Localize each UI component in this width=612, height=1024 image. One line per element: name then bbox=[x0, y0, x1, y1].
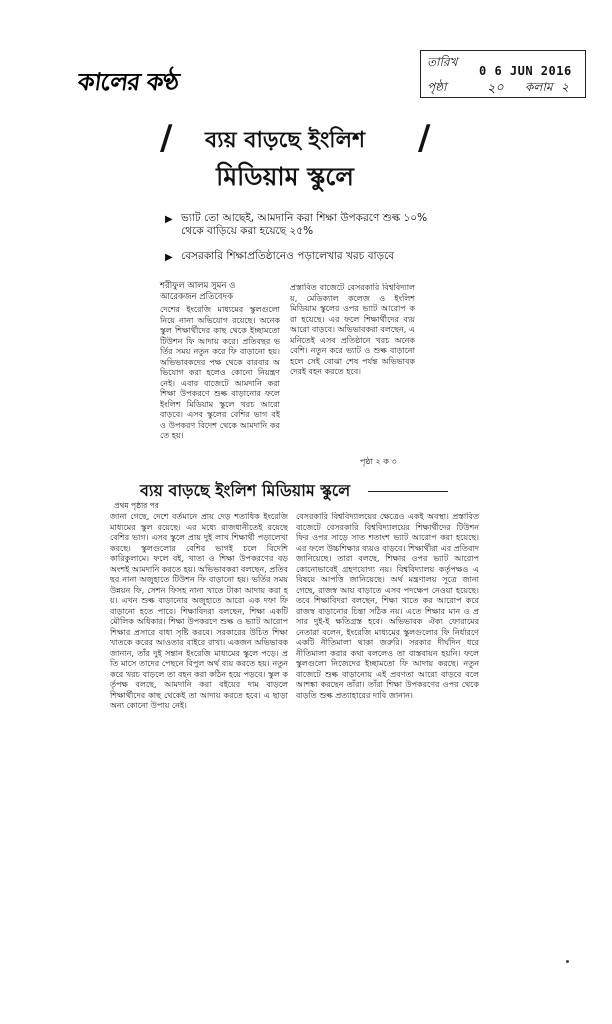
stamp-date-value: 0 6 JUN 2016 bbox=[479, 64, 572, 78]
article-column-1: দেশের ইংরেজি মাধ্যমের স্কুলগুলো নিয়ে নানা অভিযোগ রয়েছে। অনেক স্কুল শিক্ষার্থীদের কাছ থেকে ইচ্ছামতো টিউশন ফি আদায় করে। প্রতিবছর ভর্তির সময় নতুন করে ফি বাড়ানো হয়। অভিভাবকদের পক্ষ থেকে বারবার অভিযোগ করা হলেও কোনো নিয়ন্ত্রণ নেই। এবার বাজেটে আমদানি করা শিক্ষা উপকরণে শুল্ক বাড়ানোর ফলে ইংলিশ মিডিয়াম স্কুলে খরচ আরো বাড়বে। এসব স্কুলের বেশির ভাগ বই ও উপকরণ বিদেশ থেকে আমদানি করতে হয়। bbox=[160, 305, 280, 440]
article-column-2: প্রস্তাবিত বাজেটে বেসরকারি বিশ্ববিদ্যালয়, মেডিক্যাল কলেজ ও ইংলিশ মিডিয়াম স্কুলের ওপর ভ্যাট আরোপ করা হয়েছে। এর ফলে শিক্ষার্থীদের ব্যয় আরো বাড়বে। অভিভাবকরা বলছেন, এমনিতেই এসব প্রতিষ্ঠানে খরচ অনেক বেশি। নতুন করে ভ্যাট ও শুল্ক বাড়ানো হলে সেই বোঝা শেষ পর্যন্ত অভিভাবকদেরই বহন করতে হবে। bbox=[290, 283, 415, 376]
headline bbox=[150, 122, 420, 202]
article-column-3: জানা গেছে, দেশে বর্তমানে প্রায় দেড় শতাধিক ইংরেজি মাধ্যমের স্কুল রয়েছে। এর মধ্যে রাজধানীতেই রয়েছে বেশির ভাগ। এসব স্কুলে প্রায় দুই লাখ শিক্ষার্থী পড়ালেখা করছে। স্কুলগুলোর বেশির ভাগই চলে বিদেশি কারিকুলামে। ফলে বই, খাতা ও শিক্ষা উপকরণের বড় অংশই আমদানি করতে হয়। অভিভাবকরা বলছেন, প্রতিবছর নানা অজুহাতে টিউশন ফি বাড়ানো হয়। ভর্তির সময় উন্নয়ন ফি, সেশন ফিসহ নানা খাতে টাকা আদায় করা হয়। এখন শুল্ক বাড়ানোর অজুহাতে আরো এক দফা ফি বাড়ানো হতে পারে। শিক্ষাবিদরা বলছেন, শিক্ষা একটি মৌলিক অধিকার। শিক্ষা উপকরণে শুল্ক ও ভ্যাট আরোপ শিক্ষার প্রসারে বাধা সৃষ্টি করবে। সরকারের উচিত শিক্ষা খাতকে করের আওতার বাইরে রাখা। একজন অভিভাবক জানান, তাঁর দুই সন্তান ইংরেজি মাধ্যমের স্কুলে পড়ে। প্রতি মাসে তাদের পেছনে বিপুল অর্থ ব্যয় করতে হয়। নতুন করে খরচ বাড়লে তা বহন করা কঠিন হয়ে পড়বে। স্কুল কর্তৃপক্ষ বলছে, আমদানি করা বইয়ের দাম বাড়লে শিক্ষার্থীদের কাছ থেকেই তা আদায় করতে হবে। এ ছাড়া অন্য কোনো উপায় নেই। bbox=[110, 512, 288, 710]
newspaper-masthead: কালের কণ্ঠ bbox=[76, 67, 181, 96]
subhead-1-text: ভ্যাট তো আছেই, আমদানি করা শিক্ষা উপকরণে শুল্ক ১০% থেকে বাড়িয়ে করা হয়েছে ২৫% bbox=[181, 212, 428, 237]
scan-speck bbox=[566, 960, 569, 963]
subhead-2 bbox=[165, 250, 445, 263]
stamp-date-label: তারিখ bbox=[427, 55, 458, 69]
headline-rule bbox=[368, 491, 448, 492]
subhead-2-text: বেসরকারি শিক্ষাপ্রতিষ্ঠানেও পড়ালেখার খরচ বাড়বে bbox=[181, 250, 395, 262]
archive-stamp bbox=[420, 50, 586, 98]
continuation-headline: ব্যয় বাড়ছে ইংলিশ মিডিয়াম স্কুলে bbox=[140, 481, 351, 500]
triangle-bullet-icon: ▶ bbox=[165, 214, 173, 225]
subhead-1 bbox=[165, 212, 445, 238]
stamp-column-label: কলাম bbox=[525, 80, 553, 94]
stamp-column-value: ২ bbox=[561, 80, 569, 94]
stamp-page-label: পৃষ্ঠা bbox=[427, 80, 447, 94]
stamp-page-value: ২০ bbox=[486, 80, 505, 97]
headline-line-1: ব্যয় বাড়ছে ইংলিশ bbox=[204, 127, 366, 153]
headline-quote-close: / bbox=[418, 118, 431, 158]
article-column-4: বেসরকারি বিশ্ববিদ্যালয়ের ক্ষেত্রেও একই অবস্থা। প্রস্তাবিত বাজেটে বেসরকারি বিশ্ববিদ্যালয়ের শিক্ষার্থীদের টিউশন ফির ওপর সাড়ে সাত শতাংশ ভ্যাট আরোপ করা হয়েছে। এর ফলে উচ্চশিক্ষার ব্যয়ও বাড়বে। শিক্ষার্থীরা এর প্রতিবাদ জানিয়েছে। তারা বলছে, শিক্ষার ওপর ভ্যাট আরোপ কোনোভাবেই গ্রহণযোগ্য নয়। বিশ্ববিদ্যালয় কর্তৃপক্ষও এ বিষয়ে আপত্তি জানিয়েছে। অর্থ মন্ত্রণালয় সূত্রে জানা গেছে, রাজস্ব আয় বাড়াতে এসব পদক্ষেপ নেওয়া হয়েছে। তবে শিক্ষাবিদরা বলছেন, শিক্ষা খাতে কর আরোপ করে রাজস্ব বাড়ানোর চিন্তা সঠিক নয়। এতে শিক্ষার মান ও প্রসার দুই-ই ক্ষতিগ্রস্ত হবে। অভিভাবক ঐক্য ফোরামের নেতারা বলেন, ইংরেজি মাধ্যমের স্কুলগুলোর ফি নির্ধারণে একটি নীতিমালা থাকা জরুরি। সরকার দীর্ঘদিন ধরে নীতিমালা করার কথা বললেও তা বাস্তবায়ন হয়নি। ফলে স্কুলগুলো নিজেদের ইচ্ছামতো ফি আদায় করছে। নতুন বাজেটে শুল্ক বাড়ানোয় এই প্রবণতা আরো বাড়বে বলে আশঙ্কা করছেন তাঁরা। তাঁরা শিক্ষা উপকরণের ওপর থেকে বাড়তি শুল্ক প্রত্যাহারের দাবি জানান। bbox=[296, 512, 479, 700]
byline: শরীফুল আলম সুমন ও আরেকজন প্রতিবেদক bbox=[160, 281, 236, 302]
continued-from-marker: প্রথম পৃষ্ঠার পর bbox=[114, 501, 159, 510]
headline-line-2: মিডিয়াম স্কুলে bbox=[216, 162, 354, 191]
continued-on-marker: পৃষ্ঠা ২ ক ৩ bbox=[360, 457, 397, 466]
triangle-bullet-icon: ▶ bbox=[165, 252, 173, 263]
headline-quote-open: / bbox=[160, 118, 173, 158]
